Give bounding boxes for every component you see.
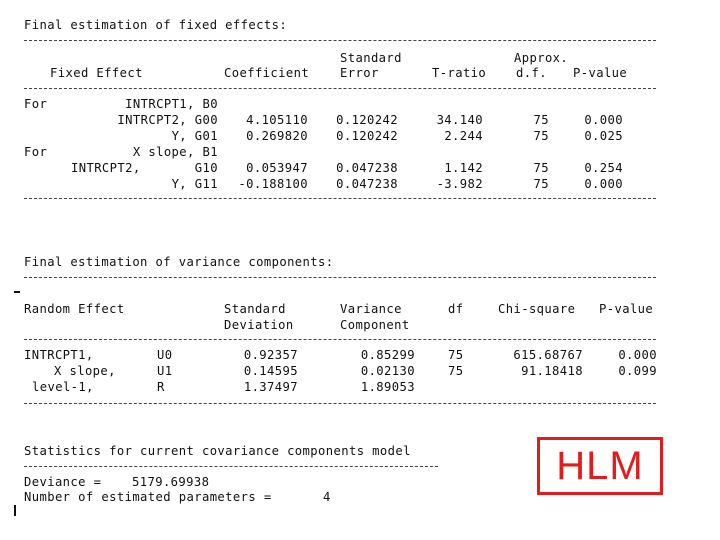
chi-square-cell: 91.18418 (521, 364, 583, 378)
deviance-label: Deviance = (24, 475, 102, 489)
chi-square-cell: 615.68767 (513, 348, 583, 362)
stray-dash (14, 291, 20, 293)
divider (24, 277, 656, 278)
header-variance: Variance (340, 302, 402, 316)
t-ratio-cell: 2.244 (444, 129, 483, 143)
hlm-badge-text: HLM (556, 444, 644, 488)
random-effect-name: level-1, (32, 380, 94, 394)
divider (24, 198, 656, 199)
row-label: For (24, 97, 48, 111)
divider (24, 88, 656, 89)
row-label: For (24, 145, 48, 159)
p-value-cell: 0.000 (584, 113, 623, 127)
text-cursor (14, 505, 16, 516)
statistics-title: Statistics for current covariance components model (24, 444, 411, 458)
row-effect: INTRCPT2, G10 (70, 161, 218, 175)
header-error: Error (340, 66, 379, 80)
t-ratio-cell: 34.140 (436, 113, 483, 127)
t-ratio-cell: -3.982 (436, 177, 483, 191)
random-effect-code: U1 (157, 364, 173, 378)
df-cell: 75 (533, 129, 549, 143)
p-value-cell: 0.254 (584, 161, 623, 175)
header-t-ratio: T-ratio (432, 66, 487, 80)
p-value-cell: 0.000 (618, 348, 657, 362)
coefficient-cell: 0.053947 (246, 161, 308, 175)
header-component: Component (340, 318, 410, 332)
variance-components-title: Final estimation of variance components: (24, 255, 334, 269)
df-cell: 75 (448, 348, 464, 362)
std-deviation-cell: 0.92357 (243, 348, 298, 362)
header-fixed-effect: Fixed Effect (50, 66, 143, 80)
p-value-cell: 0.099 (618, 364, 657, 378)
variance-component-cell: 0.85299 (360, 348, 415, 362)
row-effect: INTRCPT1, B0 (125, 97, 218, 111)
random-effect-name: X slope, (54, 364, 116, 378)
header-deviation: Deviation (224, 318, 294, 332)
header-df: d.f. (516, 66, 547, 80)
std-error-cell: 0.047238 (336, 161, 398, 175)
header-random-effect: Random Effect (24, 302, 125, 316)
row-effect: Y, G01 (171, 129, 218, 143)
row-effect: X slope, B1 (132, 145, 218, 159)
divider (24, 40, 656, 41)
df-cell: 75 (533, 161, 549, 175)
coefficient-cell: -0.188100 (238, 177, 308, 191)
header-df: df (448, 302, 464, 316)
std-deviation-cell: 0.14595 (243, 364, 298, 378)
std-deviation-cell: 1.37497 (243, 380, 298, 394)
divider (24, 339, 656, 340)
variance-component-cell: 1.89053 (360, 380, 415, 394)
p-value-cell: 0.000 (584, 177, 623, 191)
hlm-badge (537, 437, 663, 495)
df-cell: 75 (448, 364, 464, 378)
variance-component-cell: 0.02130 (360, 364, 415, 378)
random-effect-name: INTRCPT1, (24, 348, 94, 362)
fixed-effects-title: Final estimation of fixed effects: (24, 18, 288, 32)
header-approx: Approx. (514, 51, 569, 65)
random-effect-code: U0 (157, 348, 173, 362)
header-standard: Standard (340, 51, 402, 65)
random-effect-code: R (157, 380, 165, 394)
t-ratio-cell: 1.142 (444, 161, 483, 175)
header-p-value: P-value (599, 302, 654, 316)
std-error-cell: 0.120242 (336, 129, 398, 143)
coefficient-cell: 0.269820 (246, 129, 308, 143)
header-p-value: P-value (573, 66, 628, 80)
parameters-label: Number of estimated parameters = (24, 490, 272, 504)
header-coefficient: Coefficient (224, 66, 310, 80)
row-effect: INTRCPT2, G00 (117, 113, 218, 127)
divider (24, 403, 656, 404)
row-effect: Y, G11 (171, 177, 218, 191)
std-error-cell: 0.120242 (336, 113, 398, 127)
divider (24, 466, 438, 467)
header-standard: Standard (224, 302, 286, 316)
parameters-value: 4 (323, 490, 331, 504)
p-value-cell: 0.025 (584, 129, 623, 143)
header-chi-square: Chi-square (498, 302, 576, 316)
coefficient-cell: 4.105110 (246, 113, 308, 127)
df-cell: 75 (533, 113, 549, 127)
df-cell: 75 (533, 177, 549, 191)
std-error-cell: 0.047238 (336, 177, 398, 191)
deviance-value: 5179.69938 (132, 475, 210, 489)
